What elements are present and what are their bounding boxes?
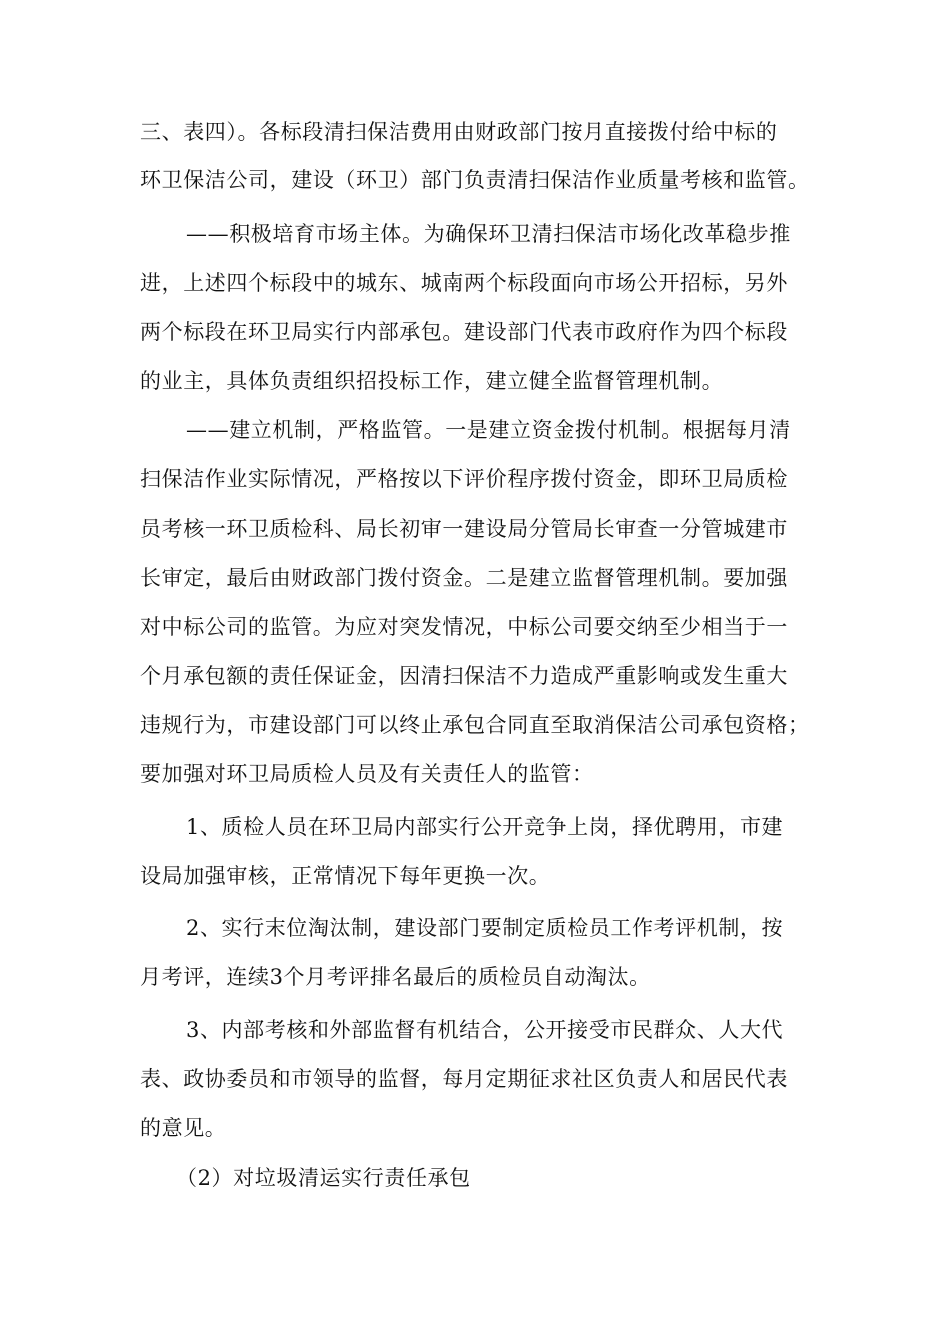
paragraph-line: 员考核一环卫质检科、局长初审一建设局分管局长审查一分管城建市 bbox=[140, 517, 788, 541]
paragraph-line: ——建立机制，严格监管。一是建立资金拨付机制。根据每月清 bbox=[186, 418, 791, 442]
paragraph-line: 进，上述四个标段中的城东、城南两个标段面向市场公开招标，另外 bbox=[140, 271, 788, 295]
paragraph-line: 个月承包额的责任保证金，因清扫保洁不力造成严重影响或发生重大 bbox=[140, 664, 788, 688]
list-item-line: 月考评，连续3个月考评排名最后的质检员自动淘汰。 bbox=[140, 965, 651, 989]
list-item-line: 表、政协委员和市领导的监督，每月定期征求社区负责人和居民代表 bbox=[140, 1067, 788, 1091]
list-item-line: 1、质检人员在环卫局内部实行公开竞争上岗，择优聘用，市建 bbox=[186, 815, 784, 839]
paragraph-line: 的业主，具体负责组织招投标工作，建立健全监督管理机制。 bbox=[140, 369, 724, 393]
list-item-line: 设局加强审核，正常情况下每年更换一次。 bbox=[140, 864, 551, 888]
list-item-line: 3、内部考核和外部监督有机结合，公开接受市民群众、人大代 bbox=[186, 1018, 784, 1042]
list-item-line: 2、实行末位淘汰制，建设部门要制定质检员工作考评机制，按 bbox=[186, 916, 784, 940]
paragraph-line: 环卫保洁公司，建设（环卫）部门负责清扫保洁作业质量考核和监管。 bbox=[140, 168, 810, 192]
list-item-line: 的意见。 bbox=[140, 1116, 227, 1140]
paragraph-line: 两个标段在环卫局实行内部承包。建设部门代表市政府作为四个标段 bbox=[140, 320, 788, 344]
paragraph-line: 要加强对环卫局质检人员及有关责任人的监管： bbox=[140, 762, 594, 786]
paragraph-line: 对中标公司的监管。为应对突发情况，中标公司要交纳至少相当于一 bbox=[140, 615, 788, 639]
section-heading: （2）对垃圾清运实行责任承包 bbox=[176, 1166, 471, 1190]
paragraph-line: 违规行为，市建设部门可以终止承包合同直至取消保洁公司承包资格； bbox=[140, 713, 810, 737]
paragraph-line: 长审定，最后由财政部门拨付资金。二是建立监督管理机制。要加强 bbox=[140, 566, 788, 590]
paragraph-line: ——积极培育市场主体。为确保环卫清扫保洁市场化改革稳步推 bbox=[186, 222, 791, 246]
paragraph-line: 三、表四）。各标段清扫保洁费用由财政部门按月直接拨付给中标的 bbox=[140, 120, 778, 144]
paragraph-line: 扫保洁作业实际情况，严格按以下评价程序拨付资金，即环卫局质检 bbox=[140, 467, 788, 491]
